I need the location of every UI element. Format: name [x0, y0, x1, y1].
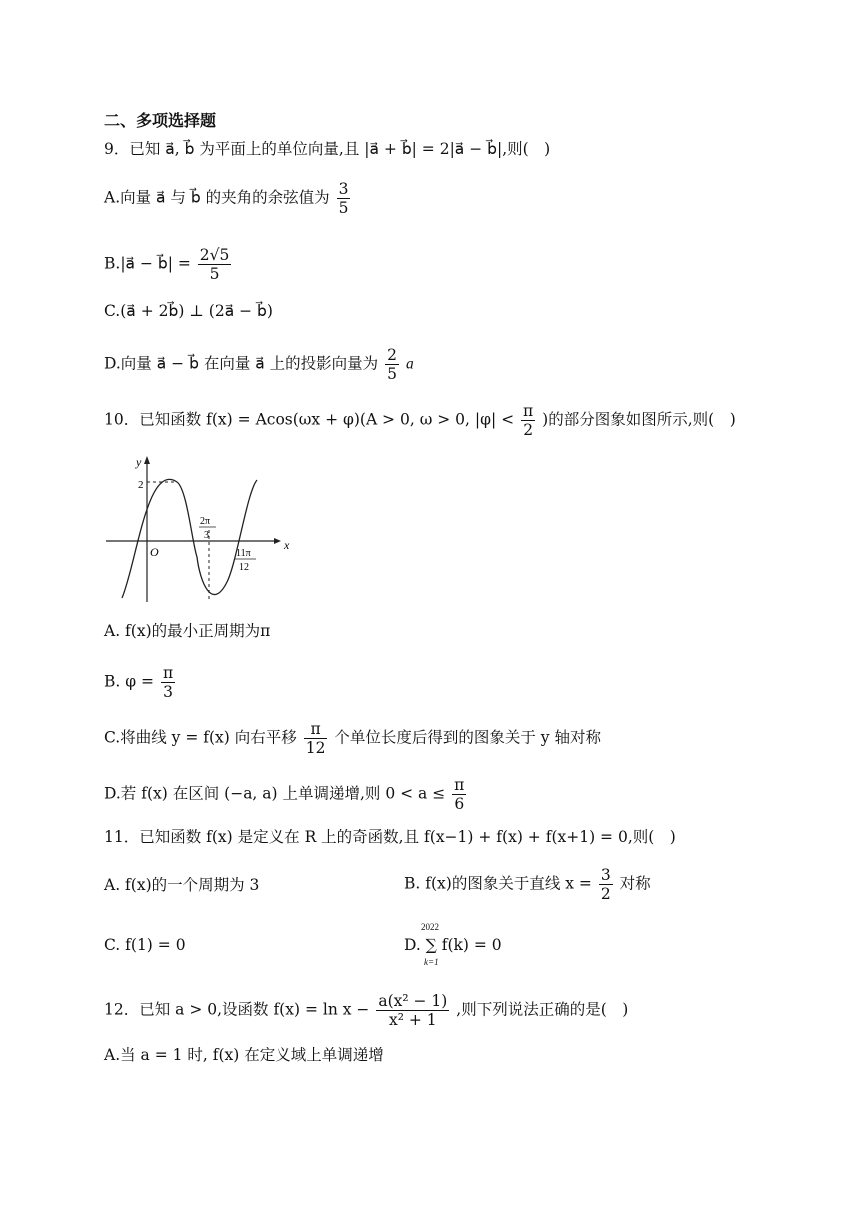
q9-option-a-fraction: [337, 180, 351, 217]
fraction-numerator: π: [304, 720, 328, 739]
fraction-numerator: 3: [600, 866, 611, 884]
q11-option-a: A. f(x)的一个周期为 3: [104, 876, 260, 894]
fraction-numerator: π: [523, 402, 534, 420]
section-title: 二、多项选择题: [104, 111, 217, 130]
fraction-denominator: 6: [454, 795, 465, 813]
y-axis-arrow-icon: [144, 456, 150, 464]
q9-option-d-tail: a⃗: [405, 355, 426, 373]
q10-option-d: [104, 776, 468, 813]
fraction-numerator: 2: [387, 346, 397, 364]
q10-option-c-post: 个单位长度后得到的图象关于 y 轴对称: [334, 728, 601, 747]
q10-option-a: A. f(x)的最小正周期为π: [104, 622, 271, 640]
fraction-denominator: x² + 1: [388, 1011, 437, 1029]
q9-option-b-text: B.|a⃗ − b⃗| =: [104, 254, 191, 273]
q10-stem-post: )的部分图象如图所示,则( ): [542, 410, 736, 429]
q10-option-b: [104, 664, 177, 701]
q9-option-d: [104, 346, 426, 383]
q9-stem: 9．已知 a⃗, b⃗ 为平面上的单位向量,且 |a⃗ + b⃗| = 2|a⃗ − b⃗|,则( ): [104, 140, 551, 158]
q11-stem: 11．已知函数 f(x) 是定义在 R 上的奇函数,且 f(x−1) + f(x) + f(x+1) = 0,则( ): [104, 828, 676, 846]
q9-option-b: [104, 246, 233, 283]
q12-stem-pre: 12．已知 a > 0,设函数 f(x) = ln x −: [104, 1000, 370, 1019]
q9-option-a-text: A.向量 a⃗ 与 b⃗ 的夹角的余弦值为: [104, 188, 330, 207]
q11-option-b: [404, 866, 651, 903]
q9-option-c: C.(a⃗ + 2b⃗) ⊥ (2a⃗ − b⃗): [104, 302, 273, 320]
q11-option-b-fraction: [599, 866, 613, 903]
fraction-denominator: 2: [600, 885, 611, 903]
y-tick-label: 2: [138, 479, 144, 491]
x-tick-label-denominator: 3: [204, 530, 209, 541]
q10-option-d-fraction: [452, 776, 466, 813]
sum-lower-limit: k=1: [424, 957, 439, 967]
q10-function-graph: [102, 452, 298, 604]
q11-option-d-text: D. ∑ f(k) = 0: [404, 936, 502, 954]
cosine-curve: [122, 479, 257, 598]
q9-option-b-fraction: [198, 246, 232, 283]
q10-stem: [104, 402, 736, 439]
origin-label: O: [150, 545, 159, 559]
fraction-denominator: 5: [209, 265, 220, 283]
q10-option-d-text: D.若 f(x) 在区间 (−a, a) 上单调递增,则 0 < a ≤: [104, 784, 446, 803]
q10-stem-fraction: [521, 402, 535, 439]
fraction-numerator: 3: [338, 180, 349, 198]
y-axis-label: y: [136, 455, 142, 469]
fraction-denominator: 2: [523, 421, 534, 439]
x-axis-arrow-icon: [274, 538, 281, 544]
x-tick2-label-numerator: 11π: [236, 548, 251, 559]
q12-option-a: A.当 a = 1 时, f(x) 在定义域上单调递增: [104, 1046, 384, 1064]
fraction-denominator: 3: [163, 683, 173, 701]
q10-option-c: [104, 720, 601, 757]
q10-option-b-fraction: [161, 664, 175, 701]
q11-option-d: [404, 934, 502, 956]
fraction-denominator: 5: [387, 365, 397, 383]
q12-stem-fraction: [376, 992, 449, 1029]
sum-upper-limit: 2022: [421, 922, 439, 932]
fraction-numerator: a(x² − 1): [378, 992, 448, 1010]
q10-option-b-text: B. φ =: [104, 672, 155, 691]
fraction-denominator: 12: [305, 739, 326, 757]
x-tick2-label-denominator: 12: [239, 562, 249, 573]
q12-stem-post: ,则下列说法正确的是( ): [456, 1000, 629, 1019]
fraction-numerator: 2√5: [199, 246, 230, 264]
x-tick-label-numerator: 2π: [200, 516, 211, 527]
q11-option-c: C. f(1) = 0: [104, 936, 186, 954]
q10-option-c-fraction: [304, 720, 328, 757]
fraction-numerator: π: [162, 664, 174, 682]
q11-option-b-pre: B. f(x)的图象关于直线 x =: [404, 874, 592, 893]
q11-option-b-post: 对称: [619, 874, 651, 893]
q12-stem: [104, 992, 628, 1029]
fraction-denominator: 5: [338, 199, 349, 217]
q9-option-d-text: D.向量 a⃗ − b⃗ 在向量 a⃗ 上的投影向量为: [104, 354, 379, 373]
q10-option-c-pre: C.将曲线 y = f(x) 向右平移: [104, 728, 297, 747]
fraction-numerator: π: [454, 776, 465, 794]
q9-option-a: [104, 180, 352, 217]
x-axis-label: x: [284, 538, 290, 552]
q9-option-d-fraction: [385, 346, 399, 383]
q10-stem-pre: 10．已知函数 f(x) = Acos(ωx + φ)(A > 0, ω > 0, |φ| <: [104, 410, 515, 429]
